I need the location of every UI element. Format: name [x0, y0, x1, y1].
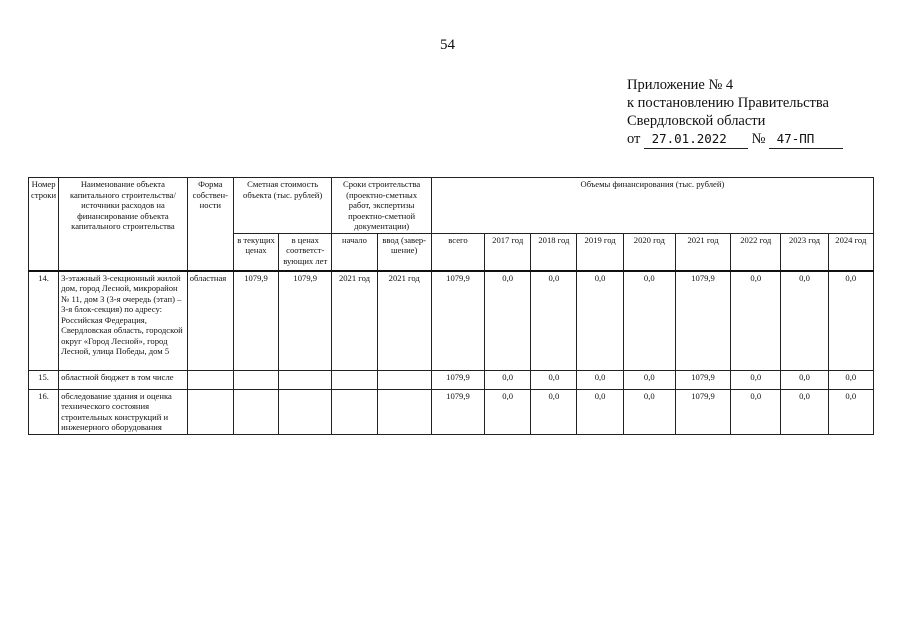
header-year-2022: 2022 год	[731, 233, 781, 271]
row-start: 2021 год	[332, 271, 377, 371]
row-cost-corresponding	[279, 389, 332, 434]
row-year-2017: 0,0	[485, 271, 531, 371]
header-year-2019: 2019 год	[577, 233, 623, 271]
row-year-2024: 0,0	[828, 389, 873, 434]
header-year-2021: 2021 год	[675, 233, 730, 271]
row-cost-current	[233, 389, 278, 434]
row-cost-corresponding	[279, 370, 332, 389]
row-cost-corresponding: 1079,9	[279, 271, 332, 371]
row-ownership	[187, 370, 233, 389]
table-row	[29, 271, 874, 371]
row-number: 16.	[29, 389, 59, 434]
header-corresponding-prices: в ценах соответст-вующих лет	[279, 233, 332, 271]
header-ownership: Форма собствен-ности	[187, 178, 233, 271]
row-year-2017: 0,0	[485, 389, 531, 434]
row-year-2023: 0,0	[781, 389, 828, 434]
row-year-2022: 0,0	[731, 271, 781, 371]
header-start: начало	[332, 233, 377, 271]
row-object-name: обследование здания и оценка технического состояния строительных конструкций и инженерного оборудования	[59, 389, 188, 434]
appendix-resolution-line: к постановлению Правительства	[627, 95, 829, 111]
header-year-2024: 2024 год	[828, 233, 873, 271]
row-year-2017: 0,0	[485, 370, 531, 389]
financing-table	[28, 177, 874, 435]
header-object-name: Наименование объекта капитального строительства/ источники расходов на финансирование объекта капитального строительства	[59, 178, 188, 271]
resolution-number: 47-ПП	[776, 131, 815, 146]
row-total: 1079,9	[431, 271, 484, 371]
row-number: 15.	[29, 370, 59, 389]
row-cost-current: 1079,9	[233, 271, 278, 371]
row-year-2023: 0,0	[781, 370, 828, 389]
row-year-2019: 0,0	[577, 389, 623, 434]
appendix-block	[627, 76, 843, 149]
header-year-2018: 2018 год	[531, 233, 577, 271]
row-year-2021: 1079,9	[675, 370, 730, 389]
appendix-title: Приложение № 4	[627, 77, 734, 93]
header-financing-volumes: Объемы финансирования (тыс. рублей)	[431, 178, 873, 234]
row-year-2018: 0,0	[531, 370, 577, 389]
appendix-date-line	[627, 130, 843, 149]
row-completion	[377, 389, 431, 434]
header-total: всего	[431, 233, 484, 271]
header-current-prices: в текущих ценах	[233, 233, 278, 271]
header-completion: ввод (завер-шение)	[377, 233, 431, 271]
row-start	[332, 370, 377, 389]
row-ownership: областная	[187, 271, 233, 371]
page-number: 54	[440, 37, 455, 53]
row-completion	[377, 370, 431, 389]
row-object-name: областной бюджет в том числе	[59, 370, 188, 389]
row-object-name: 3-этажный 3-секционный жилой дом, город Лесной, микрорайон № 11, дом 3 (3-я очередь (этап) – 3-я блок-секция) по адресу: Российская Федерация, Свердловская область, городской округ «Город Лесной», город Лесной, улица Победы, дом 5	[59, 271, 188, 371]
resolution-date: 27.01.2022	[651, 131, 727, 146]
appendix-region-line: Свердловской области	[627, 113, 766, 129]
row-year-2023: 0,0	[781, 271, 828, 371]
row-year-2020: 0,0	[623, 271, 675, 371]
row-year-2019: 0,0	[577, 271, 623, 371]
row-year-2018: 0,0	[531, 389, 577, 434]
row-year-2022: 0,0	[731, 370, 781, 389]
header-estimated-cost: Сметная стоимость объекта (тыс. рублей)	[233, 178, 331, 234]
row-year-2020: 0,0	[623, 370, 675, 389]
number-prefix: №	[751, 131, 766, 147]
table-row	[29, 389, 874, 434]
header-year-2017: 2017 год	[485, 233, 531, 271]
row-completion: 2021 год	[377, 271, 431, 371]
row-number: 14.	[29, 271, 59, 371]
row-year-2024: 0,0	[828, 370, 873, 389]
row-year-2018: 0,0	[531, 271, 577, 371]
date-prefix: от	[627, 131, 641, 147]
row-total: 1079,9	[431, 370, 484, 389]
header-row-number: Номер строки	[29, 178, 59, 271]
row-total: 1079,9	[431, 389, 484, 434]
row-year-2021: 1079,9	[675, 271, 730, 371]
row-year-2024: 0,0	[828, 271, 873, 371]
row-year-2021: 1079,9	[675, 389, 730, 434]
row-ownership	[187, 389, 233, 434]
row-year-2022: 0,0	[731, 389, 781, 434]
header-construction-terms: Сроки строительства (проектно-сметных работ, экспертизы проектно-сметной документации)	[332, 178, 431, 234]
row-start	[332, 389, 377, 434]
row-cost-current	[233, 370, 278, 389]
header-year-2020: 2020 год	[623, 233, 675, 271]
header-year-2023: 2023 год	[781, 233, 828, 271]
table-row	[29, 370, 874, 389]
row-year-2020: 0,0	[623, 389, 675, 434]
row-year-2019: 0,0	[577, 370, 623, 389]
